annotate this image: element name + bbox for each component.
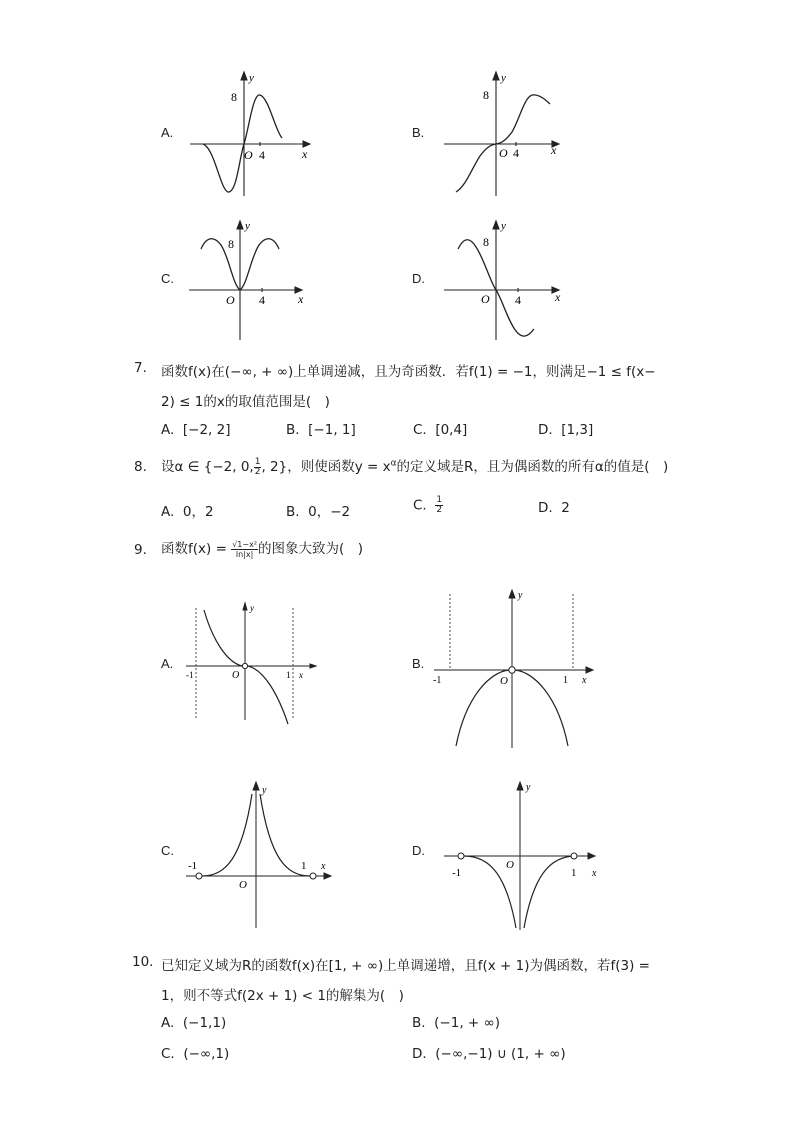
- q9-d-one: 1: [571, 867, 577, 879]
- q6-b-x-tick: 4: [513, 146, 519, 160]
- q7-option-c-key: C.: [413, 422, 427, 438]
- q6-d-x-label: x: [555, 290, 561, 304]
- q9-b-one: 1: [563, 675, 568, 686]
- q10-option-b[interactable]: [412, 1015, 500, 1031]
- q10-option-d-text: (−∞,−1) ∪ (1, + ∞): [435, 1046, 566, 1062]
- q6-d-origin: O: [481, 292, 490, 306]
- q8-option-a-key: A.: [161, 504, 175, 520]
- q7-option-b[interactable]: [286, 422, 356, 438]
- q8-exponent: α: [390, 458, 397, 469]
- q10-number: 10.: [132, 954, 154, 970]
- q9-graph-d: [440, 776, 610, 932]
- q6-c-x-label: x: [298, 292, 304, 306]
- q9-c-x-label: x: [321, 861, 326, 872]
- q9-option-d-label[interactable]: D.: [412, 843, 425, 858]
- q9-graph-b: [430, 586, 600, 752]
- q9-graph-a: [182, 600, 322, 730]
- q9-d-neg-one: -1: [452, 867, 462, 879]
- q9-a-neg-one: -1: [186, 670, 194, 680]
- q6-option-d-label[interactable]: D.: [412, 271, 425, 286]
- q6-b-x-label: x: [551, 143, 557, 157]
- q10-option-a-key: A.: [161, 1015, 175, 1031]
- q9-option-c-label[interactable]: C.: [161, 843, 174, 858]
- q9-number: 9.: [134, 542, 147, 558]
- q6-graph-a: [185, 68, 315, 200]
- q6-graph-c: [185, 215, 315, 345]
- q9-stem-before: 函数f(x) =: [161, 541, 227, 557]
- q10-stem-line2: 1，则不等式f(2x + 1) < 1的解集为( ): [161, 988, 404, 1004]
- q9-b-x-label: x: [582, 675, 587, 686]
- q6-c-x-tick: 4: [259, 293, 265, 307]
- q8-frac-den: 2: [254, 466, 261, 477]
- q9-a-origin: O: [232, 670, 240, 681]
- q10-option-a-text: (−1,1): [182, 1015, 227, 1031]
- q9-c-one: 1: [301, 860, 307, 872]
- q7-option-a-key: A.: [161, 422, 175, 438]
- q9-option-a-label[interactable]: A.: [161, 656, 174, 671]
- q8-frac-num: 1: [254, 456, 261, 467]
- q8-option-c[interactable]: [413, 496, 443, 515]
- q6-a-y-tick: 8: [231, 90, 237, 104]
- q10-option-b-key: B.: [412, 1015, 426, 1031]
- q9-stem: [161, 537, 363, 559]
- q10-option-c[interactable]: [161, 1046, 229, 1062]
- q7-option-d-text: [1,3]: [561, 422, 594, 438]
- q9-d-y-label: y: [526, 782, 531, 793]
- q6-d-y-label: y: [501, 220, 506, 232]
- q7-option-a-text: [−2, 2]: [182, 422, 231, 438]
- q9-c-y-label: y: [262, 785, 267, 796]
- q6-b-origin: O: [499, 146, 508, 160]
- q9-b-origin: O: [500, 675, 508, 687]
- q6-a-y-label: y: [249, 72, 254, 84]
- q6-graph-d: [440, 215, 570, 345]
- q6-c-y-label: y: [245, 220, 250, 232]
- q9-option-b-label[interactable]: B.: [412, 656, 425, 671]
- q8-option-c-fraction: [435, 496, 443, 515]
- q7-option-d-key: D.: [538, 422, 553, 438]
- q6-b-y-tick: 8: [483, 88, 489, 102]
- q7-option-c-text: [0,4]: [435, 422, 468, 438]
- q8-option-d-key: D.: [538, 500, 553, 516]
- q8-option-a[interactable]: [161, 500, 214, 520]
- q7-option-d[interactable]: [538, 422, 593, 438]
- q7-number: 7.: [134, 360, 147, 376]
- q8-stem-before: 设α ∈ {−2, 0,: [161, 459, 254, 475]
- q9-fraction: [231, 540, 258, 559]
- q8-option-a-text: 0，2: [182, 504, 214, 520]
- q6-option-c-label[interactable]: C.: [161, 271, 174, 286]
- q9-a-y-label: y: [250, 603, 254, 613]
- q10-stem-line1: 已知定义域为R的函数f(x)在[1, + ∞)上单调递增，且f(x + 1)为偶函数，若f(3) =: [161, 958, 650, 974]
- q7-stem-line2: 2) ≤ 1的x的取值范围是( ): [161, 394, 330, 410]
- q6-graph-b: [440, 68, 570, 200]
- q8-option-b-key: B.: [286, 504, 300, 520]
- q9-b-neg-one: -1: [433, 675, 442, 686]
- q6-d-y-tick: 8: [483, 235, 489, 249]
- q8-option-c-den: 2: [436, 505, 443, 515]
- q7-option-b-text: [−1, 1]: [308, 422, 356, 438]
- q6-a-x-tick: 4: [259, 148, 265, 162]
- q8-option-d[interactable]: [538, 500, 570, 516]
- q9-d-x-label: x: [592, 868, 597, 879]
- q8-option-c-num: 1: [436, 495, 443, 505]
- q9-d-origin: O: [506, 859, 514, 871]
- q10-option-b-text: (−1, + ∞): [434, 1015, 501, 1031]
- q8-option-c-key: C.: [413, 497, 427, 514]
- q6-c-origin: O: [226, 293, 235, 307]
- q8-stem-after: , 2}，则使函数y = x: [261, 459, 391, 475]
- q6-a-x-label: x: [302, 147, 308, 161]
- q6-a-origin: O: [244, 148, 253, 162]
- q7-stem-line1: 函数f(x)在(−∞, + ∞)上单调递减，且为奇函数．若f(1) = −1，则满足−1 ≤ f(x−: [161, 364, 656, 380]
- q9-c-origin: O: [239, 879, 247, 891]
- q9-frac-den: ln|x|: [235, 549, 254, 559]
- q9-c-neg-one: -1: [188, 860, 198, 872]
- q8-stem-end: 的定义域是R，且为偶函数的所有α的值是( ): [396, 459, 669, 475]
- q10-option-d-key: D.: [412, 1046, 427, 1062]
- q8-option-b[interactable]: [286, 500, 350, 520]
- q7-option-c[interactable]: [413, 422, 467, 438]
- q10-option-a[interactable]: [161, 1015, 226, 1031]
- q8-option-b-text: 0，−2: [308, 504, 351, 520]
- q7-option-a[interactable]: [161, 422, 231, 438]
- q6-c-y-tick: 8: [228, 237, 234, 251]
- q6-d-x-tick: 4: [515, 293, 521, 307]
- q10-option-d[interactable]: [412, 1046, 566, 1062]
- q9-b-y-label: y: [518, 590, 523, 601]
- q9-stem-after: 的图象大致为( ): [258, 541, 364, 557]
- q9-a-one: 1: [286, 670, 291, 680]
- q7-option-b-key: B.: [286, 422, 300, 438]
- q6-option-b-label[interactable]: B.: [412, 125, 425, 140]
- q9-graph-c: [182, 778, 342, 930]
- q6-option-a-label[interactable]: A.: [161, 125, 174, 140]
- q10-option-c-key: C.: [161, 1046, 175, 1062]
- q8-number: 8.: [134, 459, 147, 475]
- q9-frac-num: √1−x²: [232, 539, 258, 549]
- q10-option-c-text: (−∞,1): [183, 1046, 230, 1062]
- q9-a-x-label: x: [299, 670, 303, 680]
- q8-stem: [161, 455, 668, 477]
- q8-option-d-text: 2: [561, 500, 570, 516]
- q6-b-y-label: y: [501, 72, 506, 84]
